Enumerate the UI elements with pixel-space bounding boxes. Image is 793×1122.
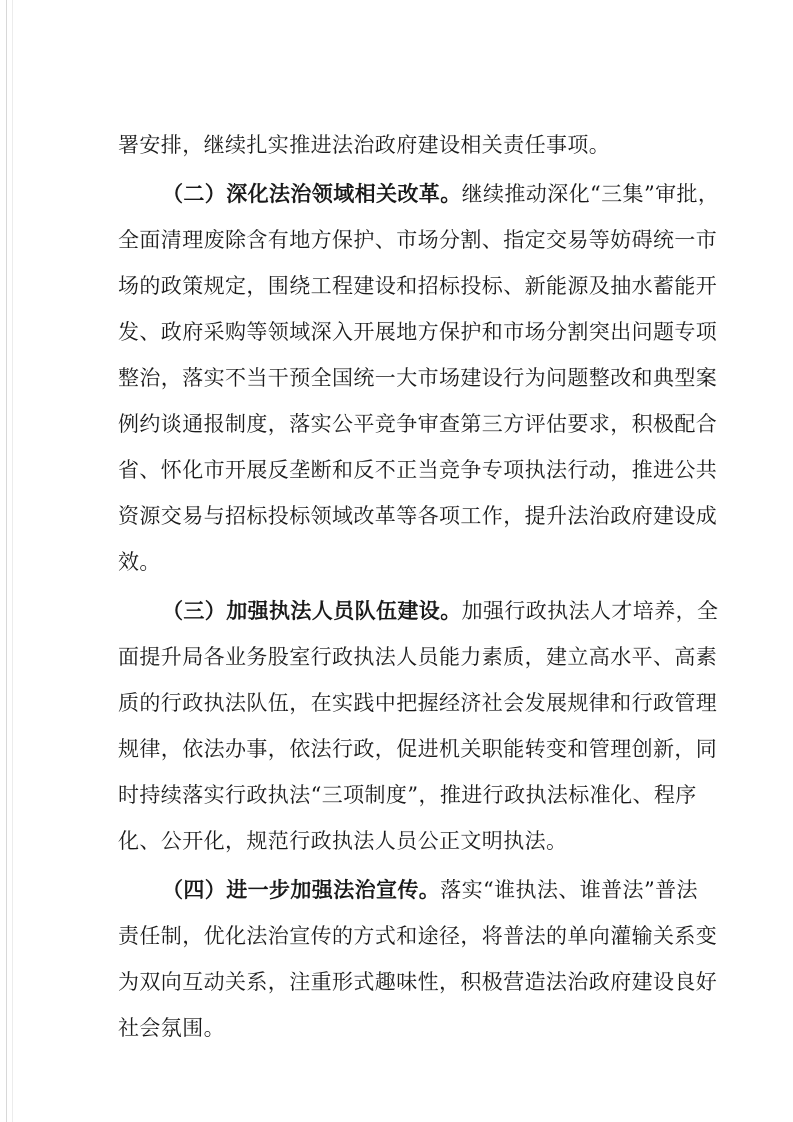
section-first-line: [118, 867, 718, 913]
scan-border-line-inner: [12, 0, 13, 1122]
section-text: 继续推动深化“三集”审批，: [461, 182, 720, 206]
text-line: 全面清理废除含有地方保护、市场分割、指定交易等妨碍统一市: [118, 228, 718, 252]
section-text: 加强行政执法人才培养，全: [461, 599, 719, 623]
text-line: 责任制，优化法治宣传的方式和途径，将普法的单向灌输关系变: [118, 924, 718, 948]
section-heading: （四）进一步加强法治宣传。: [162, 877, 441, 902]
section-heading: （三）加强执法人员队伍建设。: [162, 598, 462, 623]
document-body: [118, 122, 718, 1051]
text-line: 发、政府采购等领域深入开展地方保护和市场分割突出问题专项: [118, 320, 718, 344]
text-line: 面提升局各业务股室行政执法人员能力素质，建立高水平、高素: [118, 645, 718, 669]
section-first-line: [118, 171, 718, 217]
text-line: 例约谈通报制度，落实公平竞争审查第三方评估要求，积极配合: [118, 412, 718, 436]
text-line: 为双向互动关系，注重形式趣味性，积极营造法治政府建设良好: [118, 970, 718, 994]
text-line: 时持续落实行政执法“三项制度”，推进行政执法标准化、程序: [118, 783, 697, 807]
scan-border-line: [6, 0, 7, 1122]
section-heading: （二）深化法治领域相关改革。: [162, 181, 462, 206]
text-line: 资源交易与招标投标领域改革等各项工作，提升法治政府建设成: [118, 504, 718, 528]
section-text: 落实“谁执法、谁普法”普法: [440, 878, 698, 902]
text-line: 效。: [118, 550, 161, 574]
text-line: 省、怀化市开展反垄断和反不正当竞争专项执法行动，推进公共: [118, 458, 718, 482]
text-line: 社会氛围。: [118, 1016, 225, 1040]
text-line: 整治，落实不当干预全国统一大市场建设行为问题整改和典型案: [118, 366, 718, 390]
text-line: 化、公开化，规范行政执法人员公正文明执法。: [118, 829, 568, 853]
section-first-line: [118, 588, 718, 634]
text-line: 质的行政执法队伍，在实践中把握经济社会发展规律和行政管理: [118, 691, 718, 715]
text-line: 规律，依法办事，依法行政，促进机关职能转变和管理创新，同: [118, 737, 718, 761]
text-line: 署安排，继续扎实推进法治政府建设相关责任事项。: [118, 133, 611, 157]
text-line: 场的政策规定，围绕工程建设和招标投标、新能源及抽水蓄能开: [118, 274, 718, 298]
